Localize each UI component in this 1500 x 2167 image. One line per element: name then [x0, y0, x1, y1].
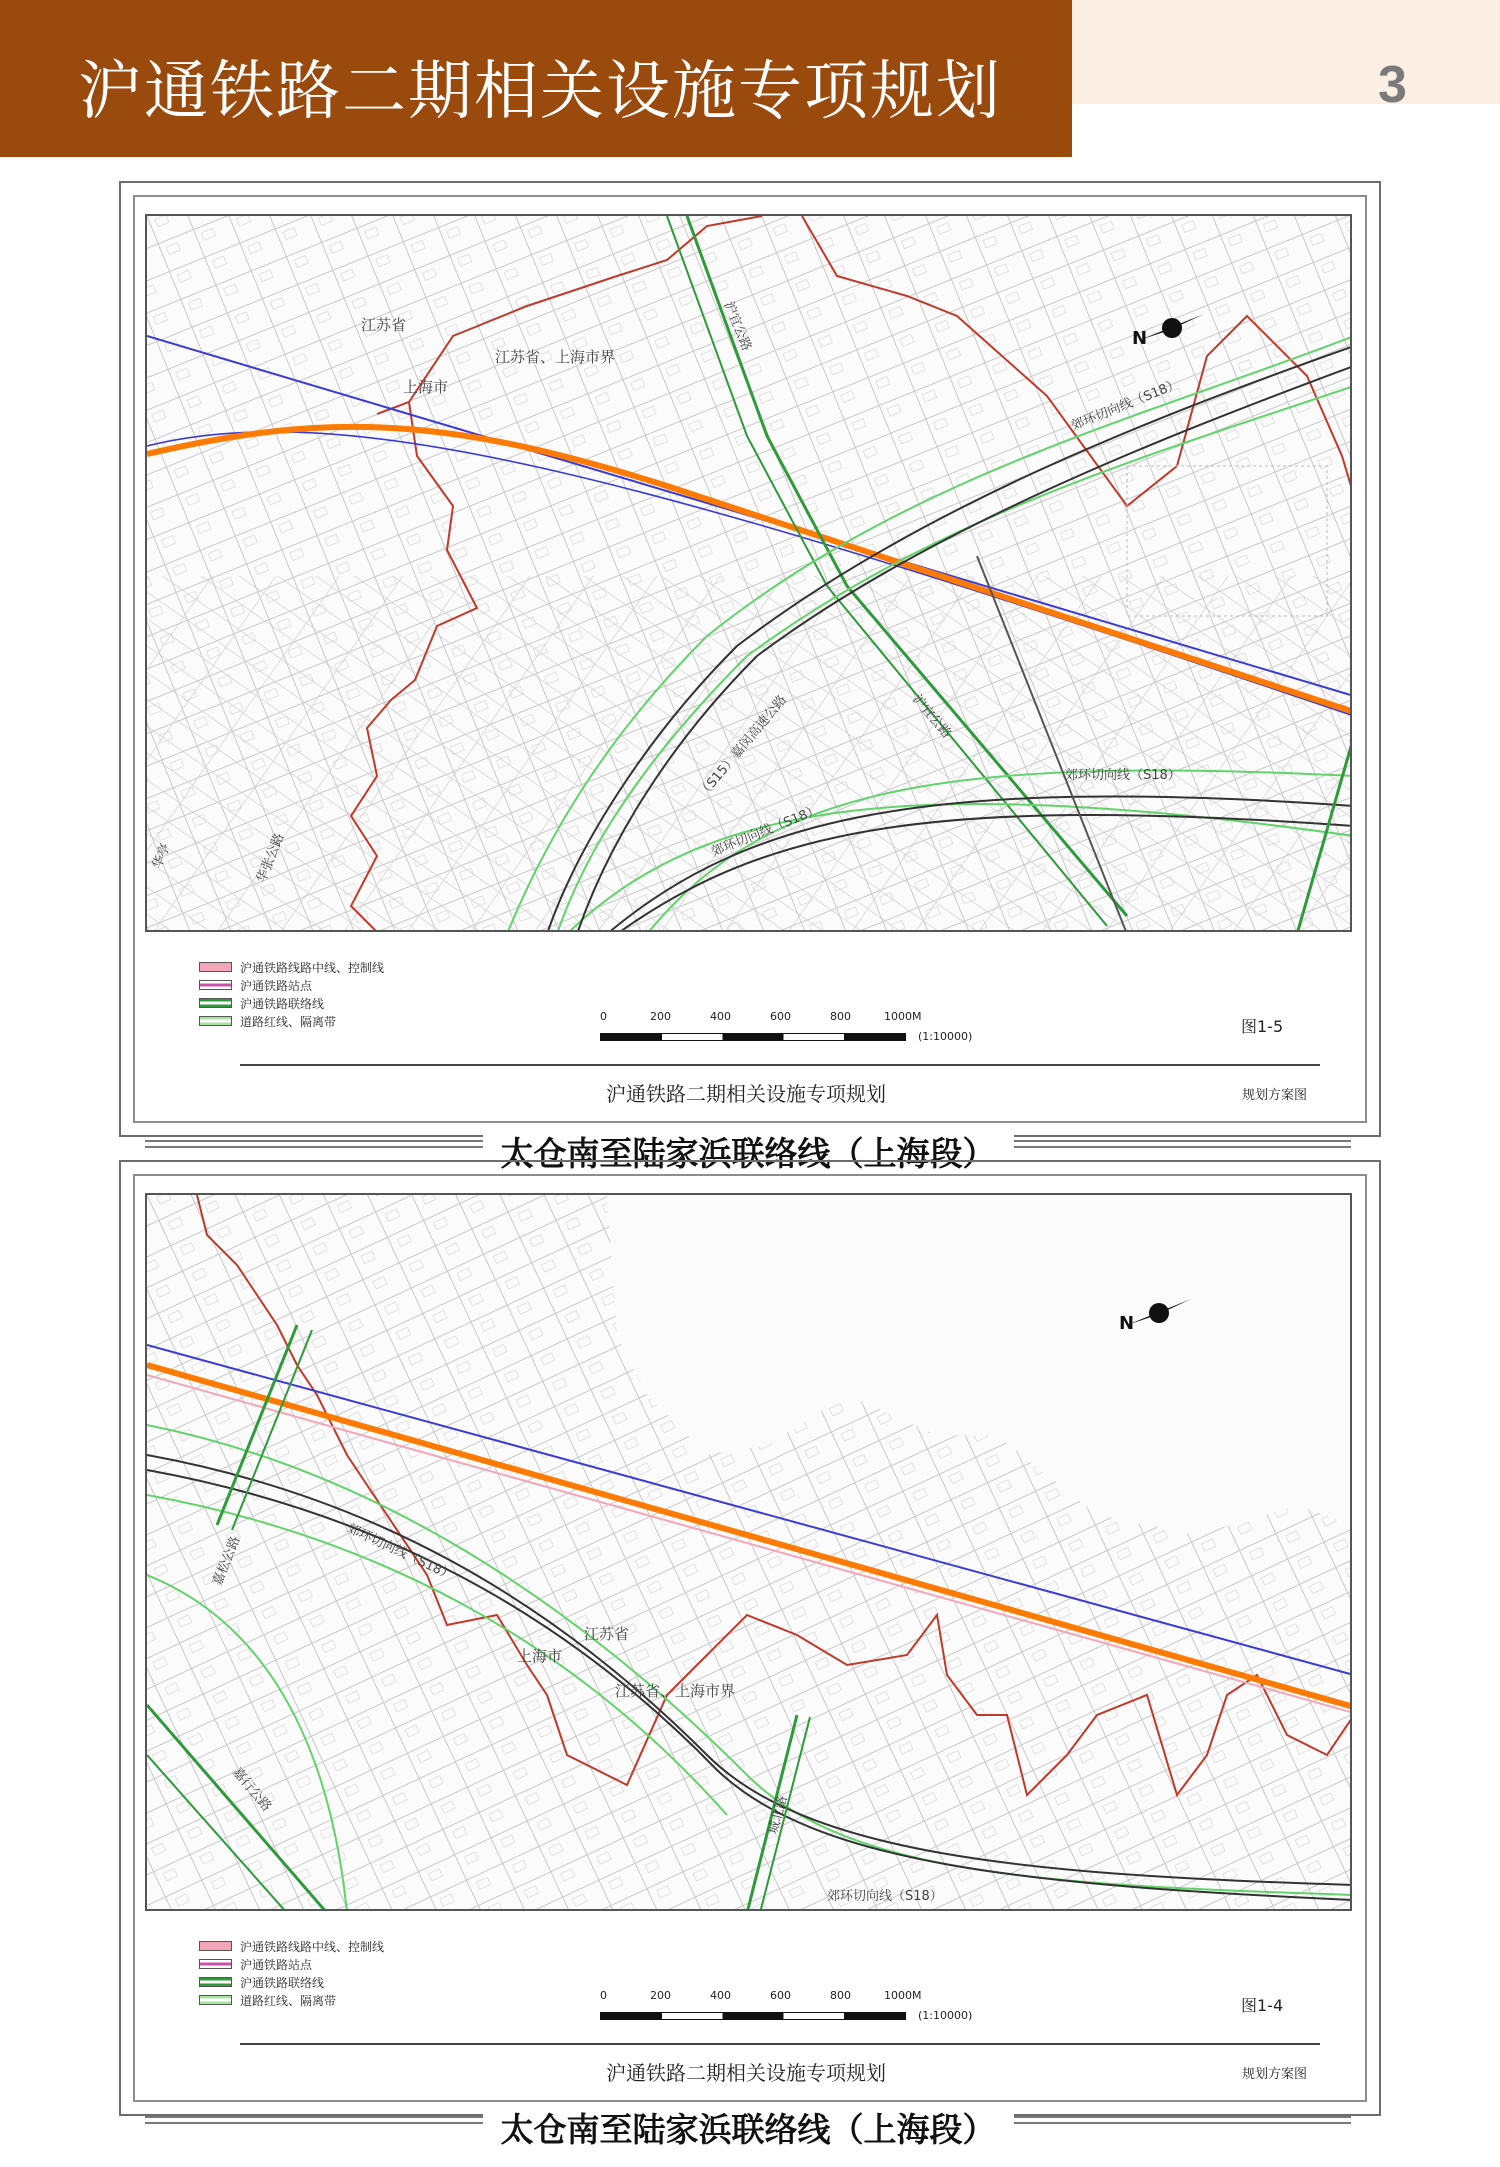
page-title: 沪通铁路二期相关设施专项规划 — [78, 55, 1002, 129]
figure-number: 图1-5 — [1241, 1017, 1284, 1036]
map-1[interactable] — [145, 214, 1352, 932]
scale-ratio: (1:10000) — [918, 1030, 973, 1043]
legend-item-road — [199, 1991, 384, 2009]
caption-text: 太仓南至陆家浜联络线（上海段） — [483, 2110, 1014, 2149]
scale-tick: 800 — [830, 1010, 851, 1023]
legend-label: 沪通铁路联络线 — [240, 1975, 325, 1990]
legend-label: 沪通铁路站点 — [240, 1957, 313, 1972]
map-label-s18-c: 郊环切向线（S18） — [709, 802, 823, 860]
map-label-road-a: 嘉松公路 — [210, 1534, 244, 1589]
legend-swatch — [199, 962, 232, 972]
map-label-border: 江苏省、上海市界 — [495, 348, 616, 366]
map-label-s18-b: 郊环切向线（S18） — [827, 1889, 943, 1904]
scale-ratio: (1:10000) — [918, 2009, 973, 2022]
map-label-road-b: 沪宜公路 — [909, 692, 954, 742]
scale-tick: 0 — [600, 1989, 607, 2002]
scale-tick: 1000M — [884, 1010, 922, 1023]
map-1-legend — [199, 958, 384, 1030]
map-1-scale-bar — [600, 1004, 973, 1064]
footer-title: 沪通铁路二期相关设施专项规划 — [606, 1082, 886, 1106]
map-2-caption-block — [145, 2104, 1351, 2149]
legend-swatch — [199, 980, 232, 990]
map-label-s18-a: 郊环切向线（S18） — [1069, 376, 1183, 434]
scale-tick: 1000M — [884, 1989, 922, 2002]
map-label-border: 江苏省、上海市界 — [615, 1682, 736, 1700]
legend-item-link — [199, 1973, 384, 1991]
legend-swatch — [199, 1959, 232, 1969]
map-label-s15: （S15）嘉闵高速公路 — [695, 692, 791, 801]
legend-item-station — [199, 976, 384, 994]
legend-label: 沪通铁路联络线 — [240, 996, 325, 1011]
legend-label: 道路红线、隔离带 — [240, 1014, 337, 1029]
map-2-scale-bar — [600, 1983, 973, 2043]
caption-text: 太仓南至陆家浜联络线（上海段） — [483, 1134, 1014, 1173]
map-label-s18-b: 郊环切向线（S18） — [1065, 768, 1181, 783]
map-2-caption — [145, 2104, 1351, 2151]
legend-item-centerline — [199, 1937, 384, 1955]
footer-rule — [240, 1064, 1320, 1066]
north-arrow-icon — [1132, 308, 1212, 348]
svg-text:N: N — [1119, 1313, 1135, 1333]
scale-tick: 200 — [650, 1989, 671, 2002]
map-label-shanghai: 上海市 — [517, 1647, 563, 1665]
scale-tick: 400 — [710, 1010, 731, 1023]
legend-swatch — [199, 1995, 232, 2005]
legend-swatch — [199, 998, 232, 1008]
figure-number: 图1-4 — [1241, 1996, 1284, 2015]
parcel-grid-south — [147, 576, 1352, 932]
map-label-s18-a: 郊环切向线（S18） — [344, 1521, 456, 1584]
map-2[interactable] — [145, 1193, 1352, 1911]
legend-label: 沪通铁路线路中线、控制线 — [240, 1939, 385, 1954]
map-label-jiangsu: 江苏省 — [584, 1625, 630, 1643]
legend-swatch — [199, 1941, 232, 1951]
footer-label: 规划方案图 — [1242, 1088, 1308, 1103]
map-label-jiangsu: 江苏省 — [361, 316, 407, 334]
legend-item-station — [199, 1955, 384, 1973]
legend-label: 沪通铁路线路中线、控制线 — [240, 960, 385, 975]
legend-label: 沪通铁路站点 — [240, 978, 313, 993]
map-label-road-c: 华张公路 — [254, 831, 288, 886]
scale-tick: 800 — [830, 1989, 851, 2002]
header-bar — [0, 0, 1072, 157]
scale-bar-graphic — [600, 2012, 906, 2020]
footer-title: 沪通铁路二期相关设施专项规划 — [606, 2061, 886, 2085]
legend-item-centerline — [199, 958, 384, 976]
legend-item-road — [199, 1012, 384, 1030]
map-label-road-c: 城北路 — [766, 1794, 791, 1836]
map-label-road-d: 华亭 — [150, 841, 174, 872]
legend-swatch — [199, 1016, 232, 1026]
legend-item-link — [199, 994, 384, 1012]
scale-tick: 600 — [770, 1989, 791, 2002]
footer-label: 规划方案图 — [1242, 2067, 1308, 2082]
header-accent — [1072, 0, 1500, 104]
map-2-legend — [199, 1937, 384, 2009]
scale-tick: 200 — [650, 1010, 671, 1023]
map-label-road-a: 沪宜公路 — [720, 299, 754, 354]
svg-text:N: N — [1132, 328, 1148, 348]
page-number: 3 — [1378, 56, 1407, 114]
legend-swatch — [199, 1977, 232, 1987]
scale-tick: 0 — [600, 1010, 607, 1023]
scale-bar-graphic — [600, 1033, 906, 1041]
scale-tick: 600 — [770, 1010, 791, 1023]
footer-rule — [240, 2043, 1320, 2045]
scale-tick: 400 — [710, 1989, 731, 2002]
map-label-shanghai: 上海市 — [403, 378, 449, 396]
map-label-road-b: 嘉行公路 — [229, 1765, 274, 1815]
legend-label: 道路红线、隔离带 — [240, 1993, 337, 2008]
north-arrow-icon — [1119, 1293, 1199, 1333]
